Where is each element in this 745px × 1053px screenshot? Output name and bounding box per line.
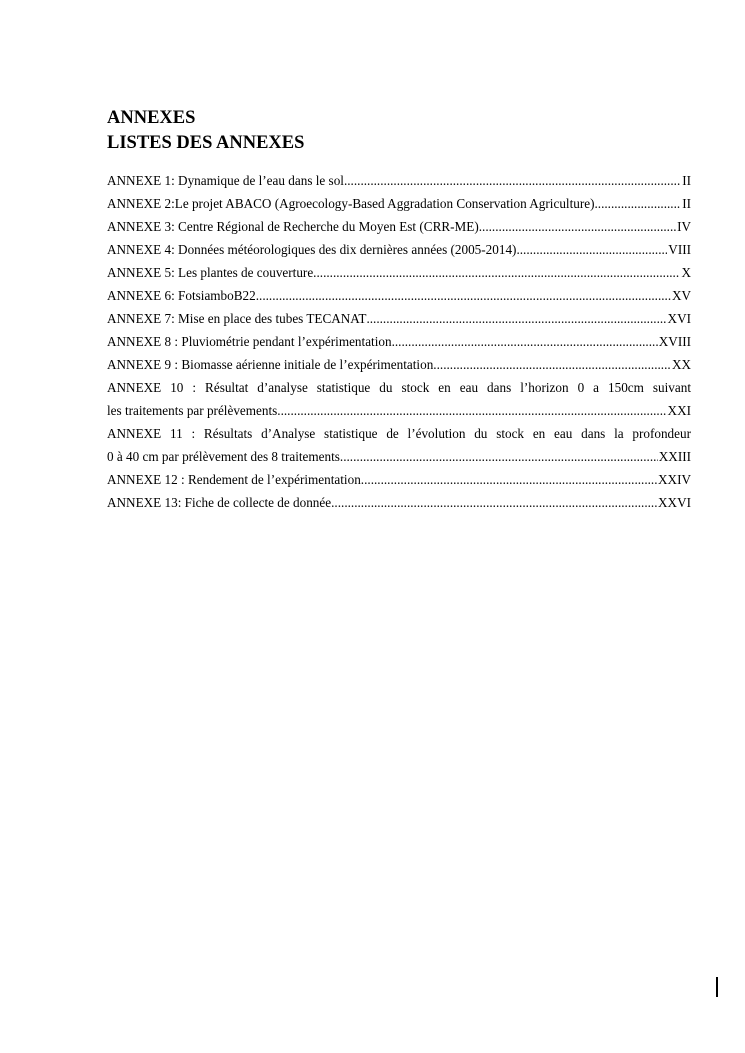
- toc-page-number: VIII: [668, 242, 691, 257]
- dot-leader: [256, 284, 671, 307]
- dot-leader: [331, 491, 657, 514]
- toc-entry-title-line2: les traitements par prélèvements: [107, 403, 278, 418]
- toc-entry-annexe-2[interactable]: [107, 192, 691, 215]
- toc-entry-annexe-9[interactable]: [107, 353, 691, 376]
- toc-page-number: XXIV: [658, 472, 691, 487]
- toc-page-number: XXI: [667, 403, 691, 418]
- toc-entry-annexe-11[interactable]: [107, 422, 691, 468]
- toc-page-number: XV: [671, 288, 691, 303]
- toc-entry-title: ANNEXE 3: Centre Régional de Recherche du Moyen Est (CRR-ME): [107, 219, 479, 234]
- dot-leader: [361, 468, 657, 491]
- dot-leader: [366, 307, 666, 330]
- toc-entry-annexe-7[interactable]: [107, 307, 691, 330]
- page-subtitle: LISTES DES ANNEXES: [107, 133, 305, 153]
- toc-entry-title: ANNEXE 2:Le projet ABACO (Agroecology-Based Aggradation Conservation Agriculture): [107, 196, 595, 211]
- toc-entry-title: ANNEXE 5: Les plantes de couverture: [107, 265, 314, 280]
- dot-leader: [594, 192, 681, 215]
- toc-page-number: XVI: [667, 311, 691, 326]
- dot-leader: [479, 215, 676, 238]
- toc-entry-title: ANNEXE 9 : Biomasse aérienne initiale de l’expérimentation: [107, 357, 434, 372]
- toc-entry-title-line2: 0 à 40 cm par prélèvement des 8 traitements: [107, 449, 340, 464]
- dot-leader: [277, 399, 666, 422]
- page-edge-marker: [716, 977, 718, 997]
- toc-page-number: XXVI: [658, 495, 691, 510]
- table-of-contents: [107, 169, 691, 514]
- toc-page-number: XXIII: [658, 449, 691, 464]
- dot-leader: [392, 330, 658, 353]
- toc-entry-annexe-4[interactable]: [107, 238, 691, 261]
- toc-entry-annexe-1[interactable]: [107, 169, 691, 192]
- toc-entry-title: ANNEXE 12 : Rendement de l’expérimentation: [107, 472, 361, 487]
- toc-entry-title: ANNEXE 8 : Pluviométrie pendant l’expérimentation: [107, 334, 392, 349]
- toc-page-number: II: [682, 196, 691, 211]
- toc-entry-title-line1: ANNEXE 11 : Résultats d’Analyse statistique de l’évolution du stock en eau dans la profondeur: [107, 426, 691, 441]
- toc-entry-title: ANNEXE 7: Mise en place des tubes TECANAT: [107, 311, 367, 326]
- toc-entry-title-line1: ANNEXE 10 : Résultat d’analyse statistique du stock en eau dans l’horizon 0 a 150cm suivant: [107, 380, 691, 395]
- dot-leader: [433, 353, 671, 376]
- toc-entry-title: ANNEXE 6: FotsiamboB22: [107, 288, 256, 303]
- toc-page-number: X: [681, 265, 691, 280]
- toc-page-number: IV: [677, 219, 691, 234]
- dot-leader: [340, 445, 658, 468]
- toc-entry-annexe-13[interactable]: [107, 491, 691, 514]
- toc-entry-title: ANNEXE 4: Données météorologiques des dix dernières années (2005-2014): [107, 242, 517, 257]
- toc-entry-annexe-8[interactable]: [107, 330, 691, 353]
- toc-entry-title: ANNEXE 1: Dynamique de l’eau dans le sol: [107, 173, 344, 188]
- toc-entry-annexe-5[interactable]: [107, 261, 691, 284]
- dot-leader: [516, 238, 667, 261]
- toc-entry-annexe-10[interactable]: [107, 376, 691, 422]
- toc-page-number: II: [682, 173, 691, 188]
- toc-page-number: XVIII: [658, 334, 691, 349]
- toc-page-number: XX: [671, 357, 691, 372]
- document-page: [107, 106, 691, 514]
- dot-leader: [313, 261, 680, 284]
- dot-leader: [344, 169, 681, 192]
- toc-entry-annexe-6[interactable]: [107, 284, 691, 307]
- page-title: ANNEXES: [107, 108, 196, 128]
- toc-entry-annexe-3[interactable]: [107, 215, 691, 238]
- toc-entry-title: ANNEXE 13: Fiche de collecte de donnée: [107, 495, 332, 510]
- toc-entry-annexe-12[interactable]: [107, 468, 691, 491]
